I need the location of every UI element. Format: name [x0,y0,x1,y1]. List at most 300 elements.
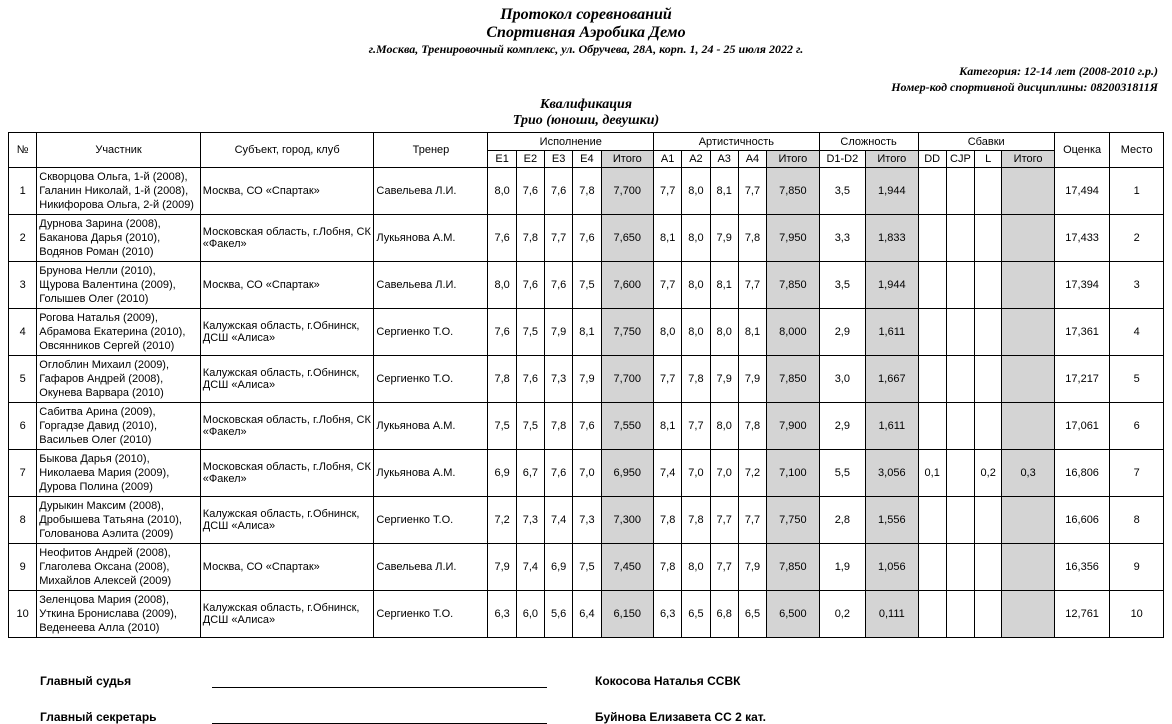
participant-line: Дурова Полина (2009) [39,481,153,493]
cell-e3: 7,8 [545,403,573,450]
secretary-signature-line [212,708,547,724]
cell-e2: 6,7 [516,450,544,497]
cell-place: 4 [1110,309,1164,356]
cell-club: Москва, СО «Спартак» [200,262,374,309]
col-header-a4: А4 [738,151,766,168]
secretary-signature-row [0,702,1172,724]
cell-e3: 7,3 [545,356,573,403]
cell-a-total: 7,850 [767,544,820,591]
cell-e2: 7,6 [516,168,544,215]
participant-line: Щурова Валентина (2009), [39,279,176,291]
cell-a-total: 7,750 [767,497,820,544]
cell-num: 3 [9,262,37,309]
participant-line: Водянов Роман (2010) [39,246,154,258]
participant-line: Скворцова Ольга, 1-й (2008), [39,171,188,183]
meta-block [0,63,1172,95]
participant-line: Баканова Дарья (2010), [39,232,161,244]
cell-d1d2: 0,2 [819,591,865,638]
participant-line: Васильев Олег (2010) [39,434,152,446]
cell-participants [37,403,201,450]
cell-a4: 7,9 [738,544,766,591]
cell-a4: 7,2 [738,450,766,497]
cell-e1: 6,3 [488,591,516,638]
cell-dd [918,591,946,638]
cell-e-total: 7,450 [601,544,653,591]
judge-name: Кокосова Наталья ССВК [595,674,741,688]
cell-e2: 7,4 [516,544,544,591]
col-header-coach: Тренер [374,133,488,168]
cell-cjp [946,497,974,544]
cell-a3: 7,0 [710,450,738,497]
cell-dd [918,215,946,262]
cell-cjp [946,403,974,450]
cell-club: Москва, СО «Спартак» [200,544,374,591]
venue-line: г.Москва, Тренировочный комплекс, ул. Обручева, 28А, корп. 1, 24 - 25 июля 2022 г. [368,42,804,56]
cell-e-total: 7,750 [601,309,653,356]
cell-club: Калужская область, г.Обнинск, ДСШ «Алиса» [200,356,374,403]
participant-line: Дурнова Зарина (2008), [39,218,161,230]
cell-num: 7 [9,450,37,497]
cell-d-total: 1,556 [866,497,918,544]
col-header-l: L [975,151,1002,168]
col-header-e1: Е1 [488,151,516,168]
cell-club: Калужская область, г.Обнинск, ДСШ «Алиса» [200,309,374,356]
cell-place: 9 [1110,544,1164,591]
cell-a2: 7,8 [682,497,710,544]
cell-ded-total [1002,262,1055,309]
cell-score: 16,356 [1054,544,1110,591]
cell-e1: 7,6 [488,215,516,262]
cell-l: 0,2 [975,450,1002,497]
cell-a2: 8,0 [682,215,710,262]
cell-a4: 7,9 [738,356,766,403]
cell-coach: Савельева Л.И. [374,262,488,309]
qualification-block [0,97,1172,129]
cell-a2: 8,0 [682,262,710,309]
cell-dd [918,497,946,544]
cell-score: 17,217 [1054,356,1110,403]
cell-ded-total [1002,403,1055,450]
cell-a1: 8,1 [654,215,682,262]
cell-e2: 7,5 [516,403,544,450]
cell-num: 9 [9,544,37,591]
discipline-code-line: Номер-код спортивной дисциплины: 0820031811Я [891,80,1158,94]
participant-line: Галанин Николай, 1-й (2008), [39,185,189,197]
cell-a4: 7,8 [738,403,766,450]
table-row [9,262,1164,309]
cell-a3: 8,0 [710,309,738,356]
cell-e3: 6,9 [545,544,573,591]
cell-e2: 7,6 [516,262,544,309]
cell-a1: 6,3 [654,591,682,638]
cell-e3: 7,7 [545,215,573,262]
cell-e-total: 7,650 [601,215,653,262]
cell-place: 6 [1110,403,1164,450]
cell-e1: 6,9 [488,450,516,497]
cell-dd [918,168,946,215]
cell-e-total: 7,550 [601,403,653,450]
cell-club: Московская область, г.Лобня, СК «Факел» [200,450,374,497]
participant-line: Сабитва Арина (2009), [39,406,156,418]
cell-a3: 8,1 [710,262,738,309]
cell-num: 2 [9,215,37,262]
col-header-e-total: Итого [601,151,653,168]
cell-a2: 7,8 [682,356,710,403]
participant-line: Гафаров Андрей (2008), [39,373,164,385]
cell-score: 16,806 [1054,450,1110,497]
cell-a-total: 7,850 [767,262,820,309]
cell-e1: 7,5 [488,403,516,450]
cell-a1: 7,7 [654,262,682,309]
signature-area [0,666,1172,724]
cell-participants [37,356,201,403]
judge-label: Главный судья [40,674,132,688]
cell-e2: 7,5 [516,309,544,356]
cell-participants [37,591,201,638]
col-header-d-total: Итого [866,151,918,168]
cell-participants [37,544,201,591]
participant-line: Голышев Олег (2010) [39,293,149,305]
cell-e3: 7,9 [545,309,573,356]
col-header-ded-total: Итого [1002,151,1055,168]
cell-coach: Сергиенко Т.О. [374,591,488,638]
cell-place: 3 [1110,262,1164,309]
participant-line: Окунева Варвара (2010) [39,387,164,399]
table-row [9,497,1164,544]
cell-l [975,262,1002,309]
group-header-execution: Исполнение [488,133,654,151]
secretary-name: Буйнова Елизавета СС 2 кат. [595,710,766,724]
cell-e4: 7,8 [573,168,601,215]
cell-d1d2: 3,3 [819,215,865,262]
cell-e-total: 6,150 [601,591,653,638]
event-title: Трио (юноши, девушки) [512,113,660,128]
cell-e-total: 7,600 [601,262,653,309]
cell-num: 8 [9,497,37,544]
cell-a1: 7,7 [654,356,682,403]
cell-d1d2: 3,5 [819,262,865,309]
cell-a-total: 7,850 [767,356,820,403]
cell-cjp [946,309,974,356]
col-header-dd: DD [918,151,946,168]
cell-ded-total [1002,497,1055,544]
cell-e4: 6,4 [573,591,601,638]
cell-d-total: 1,944 [866,168,918,215]
cell-num: 6 [9,403,37,450]
cell-num: 10 [9,591,37,638]
cell-place: 7 [1110,450,1164,497]
group-header-difficulty: Сложность [819,133,918,151]
cell-a-total: 7,950 [767,215,820,262]
cell-a3: 7,9 [710,356,738,403]
cell-e4: 7,0 [573,450,601,497]
cell-club: Калужская область, г.Обнинск, ДСШ «Алиса» [200,497,374,544]
cell-cjp [946,591,974,638]
col-header-participant: Участник [37,133,201,168]
cell-score: 12,761 [1054,591,1110,638]
cell-l [975,591,1002,638]
cell-a4: 8,1 [738,309,766,356]
cell-score: 17,394 [1054,262,1110,309]
cell-a1: 7,7 [654,168,682,215]
participant-line: Брунова Нелли (2010), [39,265,156,277]
cell-participants [37,262,201,309]
cell-e2: 7,6 [516,356,544,403]
cell-e1: 8,0 [488,168,516,215]
cell-e4: 7,6 [573,215,601,262]
participant-line: Дурыкин Максим (2008), [39,500,164,512]
cell-cjp [946,356,974,403]
participant-line: Овсянников Сергей (2010) [39,340,175,352]
col-header-e4: Е4 [573,151,601,168]
cell-d-total: 1,667 [866,356,918,403]
table-row [9,168,1164,215]
cell-d1d2: 2,8 [819,497,865,544]
table-row [9,356,1164,403]
cell-e4: 8,1 [573,309,601,356]
cell-e1: 7,2 [488,497,516,544]
cell-a1: 7,4 [654,450,682,497]
cell-a-total: 7,100 [767,450,820,497]
cell-num: 5 [9,356,37,403]
cell-a4: 7,7 [738,262,766,309]
cell-e1: 7,9 [488,544,516,591]
cell-place: 10 [1110,591,1164,638]
cell-e3: 7,6 [545,168,573,215]
cell-d-total: 1,611 [866,403,918,450]
cell-l [975,544,1002,591]
cell-score: 17,361 [1054,309,1110,356]
cell-participants [37,450,201,497]
cell-e-total: 7,700 [601,356,653,403]
cell-a4: 7,7 [738,497,766,544]
cell-coach: Савельева Л.И. [374,544,488,591]
cell-participants [37,168,201,215]
cell-d-total: 1,833 [866,215,918,262]
participant-line: Абрамова Екатерина (2010), [39,326,186,338]
cell-a4: 6,5 [738,591,766,638]
participant-line: Зеленцова Мария (2008), [39,594,169,606]
participant-line: Никифорова Ольга, 2-й (2009) [39,199,194,211]
document-title: Протокол соревнований [500,6,672,23]
cell-a1: 8,1 [654,403,682,450]
cell-a2: 8,0 [682,544,710,591]
cell-e4: 7,9 [573,356,601,403]
cell-coach: Савельева Л.И. [374,168,488,215]
participant-line: Николаева Мария (2009), [39,467,170,479]
cell-a1: 8,0 [654,309,682,356]
cell-dd: 0,1 [918,450,946,497]
cell-d1d2: 3,0 [819,356,865,403]
table-row [9,403,1164,450]
cell-e1: 8,0 [488,262,516,309]
qualification-title: Квалификация [540,97,632,112]
cell-e3: 7,6 [545,450,573,497]
cell-a1: 7,8 [654,497,682,544]
table-row [9,309,1164,356]
group-header-artistry: Артистичность [654,133,820,151]
cell-ded-total [1002,168,1055,215]
col-header-num: № [9,133,37,168]
cell-num: 1 [9,168,37,215]
cell-e-total: 7,300 [601,497,653,544]
cell-e2: 7,8 [516,215,544,262]
cell-e3: 5,6 [545,591,573,638]
cell-place: 5 [1110,356,1164,403]
cell-e3: 7,4 [545,497,573,544]
cell-ded-total: 0,3 [1002,450,1055,497]
cell-a2: 6,5 [682,591,710,638]
cell-d1d2: 5,5 [819,450,865,497]
cell-coach: Сергиенко Т.О. [374,497,488,544]
cell-d-total: 0,111 [866,591,918,638]
participant-line: Рогова Наталья (2009), [39,312,158,324]
cell-ded-total [1002,591,1055,638]
cell-e-total: 7,700 [601,168,653,215]
cell-ded-total [1002,544,1055,591]
cell-d1d2: 2,9 [819,309,865,356]
col-header-a1: А1 [654,151,682,168]
participant-line: Голованова Аэлита (2009) [39,528,174,540]
cell-l [975,168,1002,215]
cell-dd [918,356,946,403]
cell-club: Московская область, г.Лобня, СК «Факел» [200,403,374,450]
cell-club: Московская область, г.Лобня, СК «Факел» [200,215,374,262]
cell-e4: 7,5 [573,544,601,591]
cell-dd [918,544,946,591]
cell-club: Москва, СО «Спартак» [200,168,374,215]
participant-line: Горгадзе Давид (2010), [39,420,158,432]
col-header-a2: А2 [682,151,710,168]
cell-a2: 8,0 [682,309,710,356]
cell-e4: 7,5 [573,262,601,309]
col-header-place: Место [1110,133,1164,168]
participant-line: Быкова Дарья (2010), [39,453,150,465]
cell-e2: 7,3 [516,497,544,544]
cell-score: 17,433 [1054,215,1110,262]
cell-e4: 7,6 [573,403,601,450]
results-table [8,132,1164,638]
cell-score: 17,061 [1054,403,1110,450]
participant-line: Неофитов Андрей (2008), [39,547,171,559]
cell-a3: 8,1 [710,168,738,215]
table-row [9,591,1164,638]
cell-cjp [946,168,974,215]
col-header-e3: Е3 [545,151,573,168]
cell-l [975,356,1002,403]
judge-signature-row [0,666,1172,688]
table-header [9,133,1164,168]
category-line: Категория: 12-14 лет (2008-2010 г.р.) [959,64,1158,78]
cell-a3: 6,8 [710,591,738,638]
cell-l [975,497,1002,544]
document-subtitle: Спортивная Аэробика Демо [486,24,686,41]
cell-dd [918,309,946,356]
participant-line: Веденеева Алла (2010) [39,622,160,634]
cell-a3: 7,7 [710,544,738,591]
cell-dd [918,403,946,450]
cell-a3: 8,0 [710,403,738,450]
cell-dd [918,262,946,309]
cell-participants [37,309,201,356]
cell-place: 8 [1110,497,1164,544]
col-header-cjp: CJP [946,151,974,168]
cell-ded-total [1002,309,1055,356]
participant-line: Оглоблин Михаил (2009), [39,359,170,371]
cell-d1d2: 2,9 [819,403,865,450]
cell-place: 2 [1110,215,1164,262]
cell-l [975,403,1002,450]
cell-a3: 7,7 [710,497,738,544]
table-body [9,168,1164,638]
cell-e1: 7,6 [488,309,516,356]
cell-d-total: 3,056 [866,450,918,497]
cell-a-total: 7,900 [767,403,820,450]
table-row [9,450,1164,497]
cell-score: 17,494 [1054,168,1110,215]
participant-line: Михайлов Алексей (2009) [39,575,172,587]
cell-d1d2: 1,9 [819,544,865,591]
cell-ded-total [1002,215,1055,262]
cell-d-total: 1,056 [866,544,918,591]
cell-d-total: 1,611 [866,309,918,356]
group-header-deductions: Сбавки [918,133,1054,151]
cell-a4: 7,7 [738,168,766,215]
cell-l [975,215,1002,262]
cell-a4: 7,8 [738,215,766,262]
col-header-e2: Е2 [516,151,544,168]
col-header-score: Оценка [1054,133,1110,168]
secretary-label: Главный секретарь [40,710,157,724]
cell-cjp [946,215,974,262]
cell-score: 16,606 [1054,497,1110,544]
cell-l [975,309,1002,356]
document-header [0,0,1172,57]
cell-ded-total [1002,356,1055,403]
cell-coach: Лукьянова А.М. [374,450,488,497]
col-header-a-total: Итого [767,151,820,168]
col-header-a3: А3 [710,151,738,168]
cell-a-total: 6,500 [767,591,820,638]
cell-coach: Сергиенко Т.О. [374,356,488,403]
cell-participants [37,215,201,262]
cell-place: 1 [1110,168,1164,215]
cell-a-total: 8,000 [767,309,820,356]
table-row [9,215,1164,262]
cell-participants [37,497,201,544]
cell-coach: Сергиенко Т.О. [374,309,488,356]
cell-e2: 6,0 [516,591,544,638]
cell-coach: Лукьянова А.М. [374,215,488,262]
table-row [9,544,1164,591]
cell-cjp [946,544,974,591]
cell-num: 4 [9,309,37,356]
cell-d-total: 1,944 [866,262,918,309]
cell-a2: 7,7 [682,403,710,450]
cell-e1: 7,8 [488,356,516,403]
cell-cjp [946,262,974,309]
cell-club: Калужская область, г.Обнинск, ДСШ «Алиса» [200,591,374,638]
cell-e-total: 6,950 [601,450,653,497]
cell-d1d2: 3,5 [819,168,865,215]
participant-line: Дробышева Татьяна (2010), [39,514,182,526]
cell-a2: 8,0 [682,168,710,215]
cell-cjp [946,450,974,497]
judge-signature-line [212,672,547,688]
col-header-d1d2: D1-D2 [819,151,865,168]
cell-e3: 7,6 [545,262,573,309]
cell-a3: 7,9 [710,215,738,262]
